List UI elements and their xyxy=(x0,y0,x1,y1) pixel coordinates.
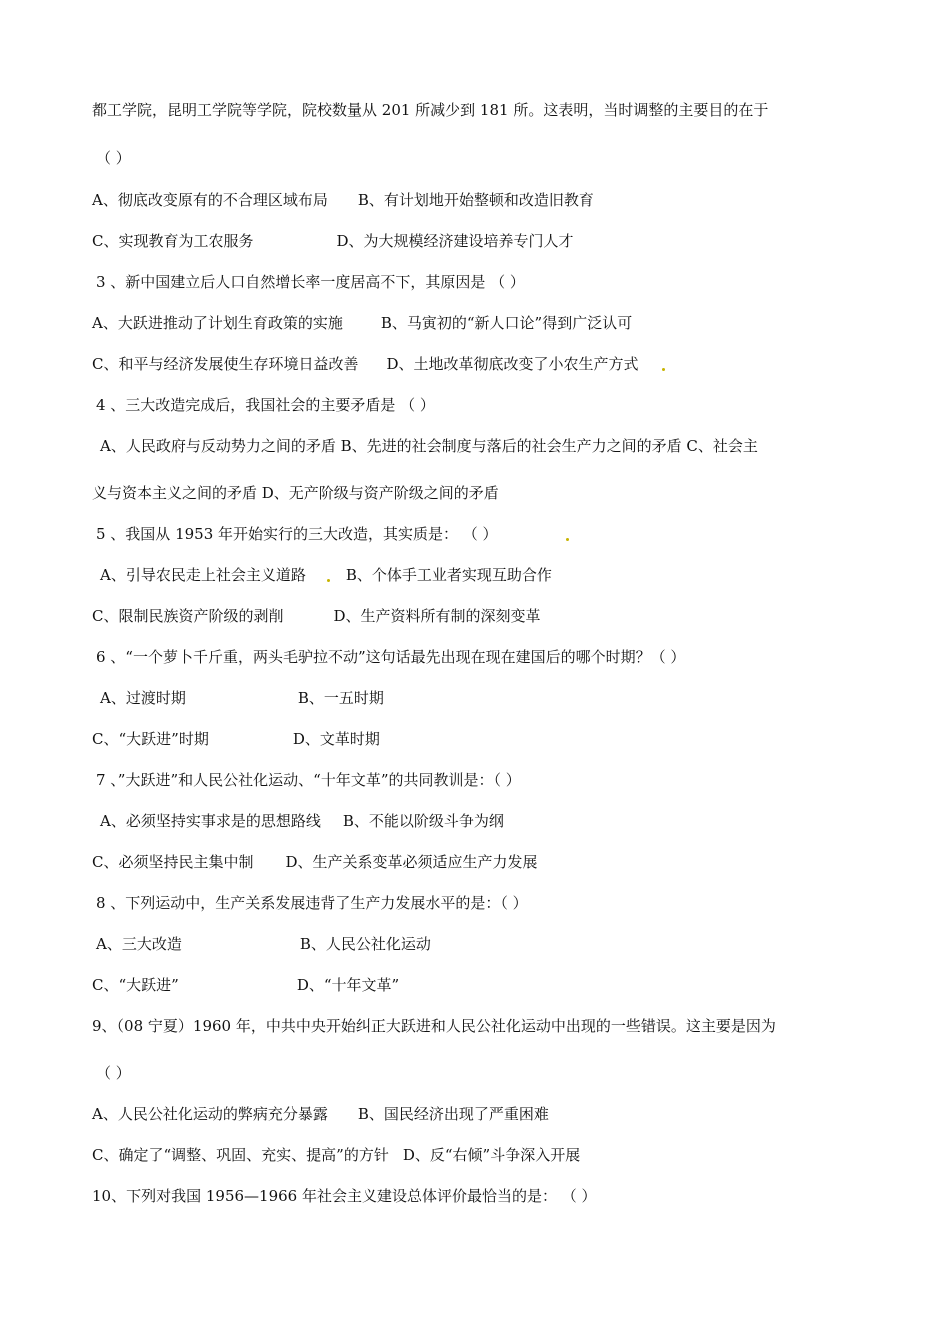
question-7-options-row-2 xyxy=(92,852,538,872)
option-c: C、必须坚持民主集中制 xyxy=(92,853,254,871)
question-2-options-row-2 xyxy=(92,231,574,251)
option-b: B、不能以阶级斗争为纲 xyxy=(342,812,504,830)
question-2-stem-continued: 都工学院，昆明工学院等学院，院校数量从 201 所减少到 181 所。这表明，当时调整的主要目的在于 xyxy=(92,101,769,119)
question-7-stem: 7 、”大跃进”和人民公社化运动、“十年文革”的共同教训是：（ ） xyxy=(96,771,521,789)
question-5-options-row-2 xyxy=(92,606,541,626)
question-8-options-row-2 xyxy=(92,975,399,995)
question-5-options-row-1 xyxy=(100,565,552,585)
option-c: C、限制民族资产阶级的剥削 xyxy=(92,607,284,625)
stray-mark xyxy=(566,538,569,541)
option-b: B、个体手工业者实现互助合作 xyxy=(345,566,552,584)
option-a: A、人民公社化运动的弊病充分暴露 xyxy=(92,1105,328,1123)
option-a: A、引导农民走上社会主义道路 xyxy=(100,566,306,584)
option-a: A、过渡时期 xyxy=(100,689,186,707)
option-b: B、有计划地开始整顿和改造旧教育 xyxy=(357,191,594,209)
question-6-options-row-1 xyxy=(100,688,384,708)
option-d: D、“十年文革” xyxy=(296,976,400,994)
question-8-options-row-1 xyxy=(96,934,431,954)
option-c: C、“大跃进” xyxy=(92,976,179,994)
option-d: D、土地改革彻底改变了小农生产方式 xyxy=(386,355,639,373)
option-c: C、确定了“调整、巩固、充实、提高”的方针 xyxy=(92,1146,389,1164)
question-2-options-row-1 xyxy=(92,190,594,210)
question-7-options-row-1 xyxy=(100,811,504,831)
option-d: D、为大规模经济建设培养专门人才 xyxy=(336,232,574,250)
option-c: C、和平与经济发展使生存环境日益改善 xyxy=(92,355,359,373)
option-c: C、“大跃进”时期 xyxy=(92,730,209,748)
option-a: A、彻底改变原有的不合理区域布局 xyxy=(92,191,328,209)
question-10-stem: 10、下列对我国 1956—1966 年社会主义建设总体评价最恰当的是： （ ） xyxy=(92,1187,597,1205)
question-9-stem: 9、（08 宁夏）1960 年，中共中央开始纠正大跃进和人民公社化运动中出现的一些错误。这主要是因为 xyxy=(92,1017,776,1035)
option-d: D、生产关系变革必须适应生产力发展 xyxy=(285,853,538,871)
question-3-options-row-2 xyxy=(92,354,639,374)
question-9-options-row-1 xyxy=(92,1104,549,1124)
option-a: A、必须坚持实事求是的思想路线 xyxy=(100,812,321,830)
option-a: A、三大改造 xyxy=(96,935,182,953)
option-a: A、大跃进推动了计划生育政策的实施 xyxy=(92,314,343,332)
stray-mark xyxy=(662,368,665,371)
option-b: B、人民公社化运动 xyxy=(299,935,431,953)
option-b: B、马寅初的“新人口论”得到广泛认可 xyxy=(380,314,633,332)
question-2-answer-blank: （ ） xyxy=(96,149,131,167)
question-9-answer-blank: （ ） xyxy=(96,1064,131,1082)
option-d: D、反“右倾”斗争深入开展 xyxy=(402,1146,581,1164)
question-8-stem: 8 、下列运动中，生产关系发展违背了生产力发展水平的是：（ ） xyxy=(96,894,528,912)
option-d: D、文革时期 xyxy=(292,730,380,748)
question-4-options-line-1: A、人民政府与反动势力之间的矛盾 B、先进的社会制度与落后的社会生产力之间的矛盾 C、社会主 xyxy=(100,437,758,455)
question-3-options-row-1 xyxy=(92,313,632,333)
question-5-stem: 5 、我国从 1953 年开始实行的三大改造，其实质是： （ ） xyxy=(96,525,498,543)
question-4-stem: 4 、三大改造完成后，我国社会的主要矛盾是 （ ） xyxy=(96,396,435,414)
option-b: B、一五时期 xyxy=(297,689,384,707)
question-3-stem: 3 、新中国建立后人口自然增长率一度居高不下，其原因是 （ ） xyxy=(96,273,525,291)
option-b: B、国民经济出现了严重困难 xyxy=(357,1105,549,1123)
question-6-stem: 6 、“一个萝卜千斤重，两头毛驴拉不动”这句话最先出现在现在建国后的哪个时期？（ ） xyxy=(96,648,686,666)
question-6-options-row-2 xyxy=(92,729,380,749)
question-9-options-row-2 xyxy=(92,1145,580,1165)
option-c: C、实现教育为工农服务 xyxy=(92,232,254,250)
question-4-options-line-2: 义与资本主义之间的矛盾 D、无产阶级与资产阶级之间的矛盾 xyxy=(92,484,499,502)
option-d: D、生产资料所有制的深刻变革 xyxy=(333,607,541,625)
stray-mark xyxy=(327,579,330,582)
